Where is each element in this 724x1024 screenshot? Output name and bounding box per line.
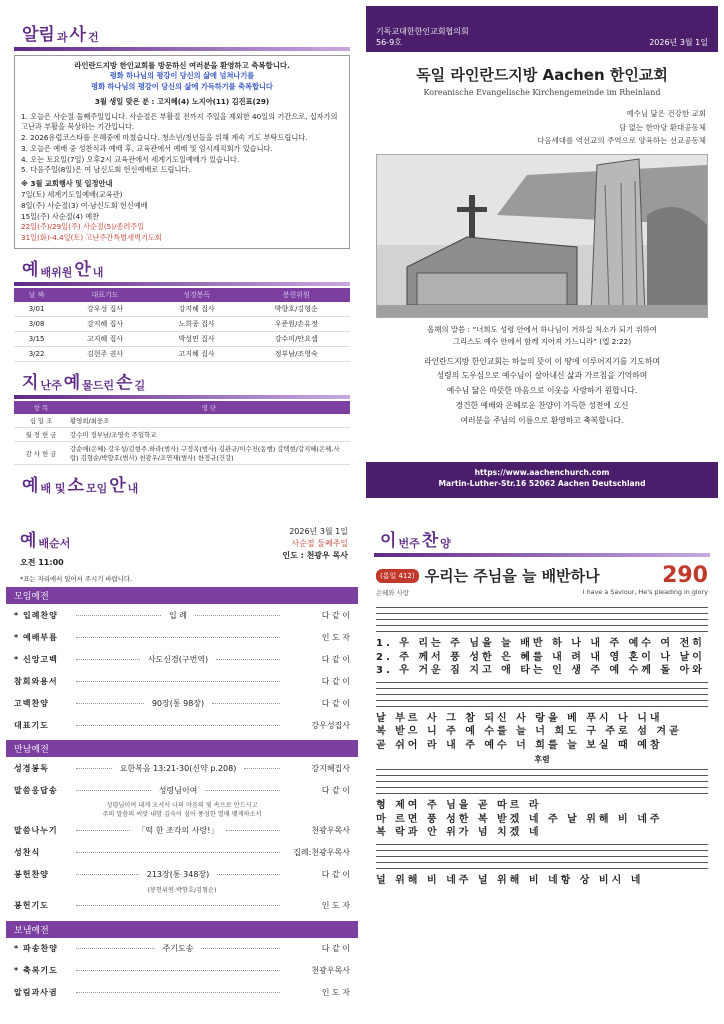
order-item-name: 고백찬양	[14, 698, 49, 708]
dot-leader	[76, 992, 280, 993]
dot-leader	[226, 830, 280, 831]
order-item-person: 강우성집사	[311, 720, 350, 730]
order-item	[6, 820, 358, 842]
blessing-line-2: 평화 하나님의 평강이 당신의 삶에 가득하기를 축복합니다	[91, 81, 273, 91]
order-item-name: 알림과사귐	[14, 988, 58, 998]
dot-leader	[212, 703, 280, 704]
offering-committee: (봉헌위원:박향호/김형순)	[147, 886, 217, 894]
heading-underline	[14, 47, 350, 51]
duty-heading: 예 배위원 안 내	[22, 260, 104, 281]
order-item	[6, 779, 358, 801]
dot-leader	[216, 659, 280, 660]
order-item-name: 대표기도	[14, 720, 49, 730]
church-motto: 예수님 닮은 건강한 교회 담 없는 한마당 환대공동체 다음세대를 역선교의 주역으로 양육하는 선교공동체	[537, 109, 706, 145]
dot-leader	[195, 615, 280, 616]
hymn-lyric-line: 복 받으 니 주 예 수를 늘 너 희도 구 주로 섬 겨곧	[376, 726, 682, 737]
schedule-title: ※ 3월 교회행사 및 일정안내	[21, 179, 113, 189]
table-row: 감 사 헌 금 강순애(은혜) 강우성/김현주.하라(범사) 구정옥(범사) 김관규/이수진(동행) 강택현/강지혜(은혜,사랑) 김형순/박향호(범사) 천광우/조연재(범사) 한정규(건강)	[14, 442, 350, 465]
order-item-name: * 입례찬양	[14, 610, 58, 620]
service-time: 오전 11:00	[20, 558, 64, 567]
order-item-person: 다 같 이	[321, 785, 351, 795]
order-item-name: * 파송찬양	[14, 944, 58, 954]
order-item-name: 참회와용서	[14, 676, 58, 686]
section-meeting: 만남예전	[6, 740, 358, 757]
dot-leader	[205, 790, 280, 791]
standing-note: *표는 자리에서 일어서 주시기 바랍니다.	[20, 575, 133, 583]
order-item-person: 강지혜집사	[311, 763, 350, 773]
table-row: 3/08 강지혜 집사 노희종 집사 우준원/손유정	[14, 317, 350, 332]
dot-leader	[76, 615, 161, 616]
order-item-person: 인 도 자	[321, 901, 350, 911]
news-item: 4. 오는 토요일(7일) 오후2시 교육관에서 세계기도일예배가 있습니다.	[21, 154, 240, 164]
news-item: 5. 다음주일(8일)은 여 남신도회 헌신예배로 드립니다.	[21, 165, 191, 175]
cover-header	[366, 6, 718, 52]
order-item-detail: 90장(통 98장)	[151, 698, 205, 708]
order-item	[6, 982, 358, 1004]
table-row: 십 일 조 황영희/최웅조	[14, 414, 350, 428]
dot-leader	[217, 874, 280, 875]
order-item	[6, 960, 358, 982]
music-staff	[376, 678, 708, 712]
order-item	[6, 895, 358, 917]
order-item-person: 천광우목사	[311, 966, 350, 976]
heading-underline	[14, 395, 350, 399]
order-item-name: 성찬식	[14, 848, 41, 858]
order-item-person: 인 도 자	[321, 988, 350, 998]
order-item-person: 인 도 자	[321, 632, 350, 642]
heading-underline	[14, 282, 350, 286]
order-item-person: 다 같 이	[321, 870, 351, 880]
order-item-person: 다 같 이	[321, 698, 350, 708]
order-item-person: 다 같 이	[321, 654, 350, 664]
website-link[interactable]: https://www.aachenchurch.com	[474, 468, 610, 477]
org-name: 기독교대한한인교회협의회	[376, 26, 469, 36]
hymn-tag: (롬일 412)	[376, 569, 419, 583]
order-item-person: 다 같 이	[321, 676, 350, 686]
dot-leader	[201, 948, 280, 949]
order-item-detail: 성령님이여	[158, 785, 198, 795]
dot-leader	[76, 637, 280, 638]
hymn-lyric-line: 복 락과 안 위가 넘 치겠 네	[376, 827, 542, 838]
order-item	[6, 648, 358, 670]
refrain-label: 후렴	[534, 755, 550, 764]
order-item-name: 봉헌찬양	[14, 870, 49, 880]
hymn-lyric-line: 형 제여 주 님을 곧 따르 라	[376, 800, 542, 811]
news-heading: 알림 과 사 건	[22, 25, 99, 45]
order-item-person: 다 같 이	[321, 944, 351, 954]
order-item-detail: 「떡 한 조각의 사랑!」	[137, 826, 219, 836]
order-item	[6, 938, 358, 960]
order-item-name: * 신앙고백	[14, 654, 58, 664]
order-panel	[6, 512, 358, 1018]
order-item	[6, 864, 358, 886]
order-item-detail: 요한복음 13:21-30(신약 p.208)	[119, 763, 237, 773]
order-item	[6, 692, 358, 714]
dot-leader	[76, 725, 280, 726]
dot-leader	[76, 681, 280, 682]
church-photo	[376, 154, 708, 318]
address: Martin-Luther-Str.16 52062 Aachen Deutschland	[438, 479, 646, 489]
year-verse: 올해의 말씀 : “너희도 성령 안에서 하나님이 거하실 처소가 되기 위하여 그리스도 예수 안에서 함께 지어져 가느니라” (엡 2:22)	[427, 324, 657, 347]
hymn-english: I have a Saviour, He's pleading in glory	[582, 588, 708, 596]
order-item	[6, 714, 358, 736]
order-item	[6, 670, 358, 692]
hymn-lyric-line: 1. 우 리는 주 님을 늘 배반 하 나 내 주 예수 여 전히	[376, 638, 705, 649]
hymn-heading: 이 번주 찬 양	[380, 531, 451, 551]
issue-number: 56-9호	[376, 37, 402, 47]
order-item-detail: 213장(통 348장)	[146, 870, 210, 880]
dot-leader	[76, 790, 151, 791]
music-staff	[376, 603, 708, 637]
offering-table: 항 목 명 단 십 일 조 황영희/최웅조 월 정 헌 금 강수미 정부남/조영숙 주일학교 감 사 헌 금 강순애(은혜) 강우성/김현주.하라(범사) 구정옥(범사) 김관규/이수진(동행) 강택현/강지혜(은혜,사랑) 김형순/박향호(범사) 천광우/조연재(범사) 한정규(건강)	[14, 401, 350, 465]
welcome-text: 라인란드지방 한인교회를 방문하신 여러분을 환영하고 축복합니다.	[74, 61, 290, 70]
church-subtitle: Koreanische Evangelische Kirchengemeinde im Rheinland	[423, 88, 661, 97]
schedule-item: 8일(주) 사순절(3) 여·남신도회 헌신예배	[21, 200, 148, 210]
hymn-lyric-line: 곧 쉬어 라 내 주 예수 너 희를 늘 보실 때 예참	[376, 739, 663, 751]
service-date: 2026년 3월 1일	[289, 527, 348, 536]
offering-heading: 지 난주 예 물드린 손 길	[22, 373, 146, 394]
dot-leader	[244, 768, 280, 769]
blessing-line-1: 평화 하나님의 평강이 당신의 삶에 넘쳐나기를	[109, 71, 255, 81]
order-item	[6, 757, 358, 779]
order-item	[6, 626, 358, 648]
order-item-name: 말씀나누기	[14, 826, 58, 836]
news-box	[14, 55, 350, 249]
cover-panel	[366, 6, 718, 498]
church-title: 독일 라인란드지방 Aachen 한인교회	[416, 66, 668, 84]
news-item: 1. 오늘은 사순절 둘째주일입니다. 사순절은 부활절 전까지 주일을 제외한 40일의 기간으로, 십자가의 고난과 부활을 묵상하는 기간입니다.	[21, 111, 338, 132]
dot-leader	[76, 852, 280, 853]
order-item-name: 말씀응답송	[14, 785, 58, 795]
dot-leader	[76, 905, 280, 906]
cover-date: 2026년 3월 1일	[649, 38, 708, 47]
dot-leader	[76, 874, 139, 875]
cover-footer	[366, 462, 718, 498]
table-row: 3/15 고지혜 집사 박성민 집사 강수미/안요셉	[14, 332, 350, 347]
news-item: 3. 오늘은 예배 중 성찬식과 예배 후, 교육관에서 예배 및 임시제직회가 있습니다.	[21, 143, 273, 153]
order-item-person: 집례:천광우목사	[293, 848, 350, 858]
news-item: 2. 2026유럽코스타를 은혜중에 마쳤습니다. 청소년/청년들을 위해 계속 기도 부탁드립니다.	[21, 133, 308, 143]
section-sending: 보냄예전	[6, 921, 358, 938]
hymn-lyric-line: 마 르면 풍 성한 복 받겠 네 주 날 위해 비 네주	[376, 813, 663, 825]
section-gathering: 모임예전	[6, 587, 358, 604]
order-heading: 예 배순서	[20, 531, 71, 551]
order-item-name: 봉헌기도	[14, 901, 49, 911]
service-leader: 인도 : 천광우 목사	[282, 551, 348, 560]
dot-leader	[76, 830, 130, 831]
order-item	[6, 604, 358, 626]
response-lyrics: 성령님이여 내게 오셔서 나의 마음의 빛 속으로 만드시고 주의 말씀의 씨앗 내맘 깊숙이 심어 풍성한 열매 맺게하소서	[102, 802, 262, 819]
order-item-person: 천광우목사	[311, 826, 350, 836]
announcements-panel	[6, 6, 358, 498]
hymn-lyric-line: 3. 우 거운 짐 지고 애 타는 인 생 주 예 수께 돌 아와	[376, 665, 705, 676]
schedule-item: 31일(화)-4.4일(토) 고난주간특별새벽기도회	[21, 233, 162, 243]
order-item-name: 성경봉독	[14, 763, 49, 773]
hymn-theme: 은혜와 사랑	[376, 589, 409, 597]
order-item	[6, 842, 358, 864]
music-staff	[376, 765, 708, 799]
birthday-line: 3월 생일 맞은 분 : 고지혜(4) 노지아(11) 김진표(29)	[94, 96, 270, 106]
table-row: 3/22 김현주 권사 고지혜 집사 정부남/조영숙	[14, 347, 350, 362]
hymn-lyric-line: 널 위해 비 네주 널 위해 비 네항 상 비시 네	[376, 874, 644, 886]
hymn-panel	[366, 512, 718, 1018]
order-item-detail: 사도신경(구번역)	[147, 654, 209, 664]
hymn-title: 우리는 주님을 늘 배반하나	[424, 567, 600, 585]
church-intro: 라인란드지방 한인교회는 하늘의 뜻이 이 땅에 이루어지기를 기도하며 성령의 도우심으로 예수님이 살아내신 삶과 가르침을 기억하며 예수님 닮은 따뜻한 마음으로 이웃을 사랑하기 원합니다. 경건한 예배와 은혜로운 찬양이 가득한 성전에 오신 여러분을 주님의 이름으로 환영하고 축복합니다.	[424, 356, 660, 425]
hymn-lyric-line: 날 부르 사 그 참 되신 사 랑을 베 푸시 나 니내	[376, 712, 663, 724]
dot-leader	[76, 768, 112, 769]
hymn-number: 290	[662, 563, 708, 588]
service-sunday: 사순절 둘째주일	[291, 539, 348, 548]
order-item-detail: 입 례	[169, 610, 187, 620]
schedule-item: 22일(주)/29일(주) 사순절(5)/종려주일	[21, 222, 145, 232]
dot-leader	[76, 970, 280, 971]
order-item-detail: 주기도송	[162, 944, 194, 954]
order-item-name: * 축복기도	[14, 966, 58, 976]
schedule-item: 15일(주) 사순절(4) 예찬	[21, 211, 100, 221]
duty-table: 날 짜 대표기도 성경봉독 봉헌위원 3/01 강우성 집사 강지혜 집사 박향호/김형순 3/08 강지혜 집사 노희종 집사 우준원/손유정 3/15 고지혜 집사 박성민 집사 강수미/안요셉 3/22 김현주 권사 고지혜 집사 정부남/조영숙	[14, 288, 350, 362]
schedule-item: 7일(토) 세계기도일예배(교육관)	[21, 190, 123, 200]
music-staff	[376, 840, 708, 874]
dot-leader	[76, 703, 144, 704]
order-item-name: * 예배부름	[14, 632, 58, 642]
order-item-person: 다 같 이	[321, 610, 350, 620]
hymn-lyric-line: 2. 주 께서 풍 성한 은 혜를 내 려 내 영 혼이 나 날이	[376, 651, 705, 663]
table-row: 3/01 강우성 집사 강지혜 집사 박향호/김형순	[14, 302, 350, 317]
dot-leader	[76, 948, 155, 949]
table-row: 월 정 헌 금 강수미 정부남/조영숙 주일학교	[14, 428, 350, 442]
dot-leader	[76, 659, 140, 660]
meetings-heading: 예 배 및 소 모임 안 내	[22, 476, 139, 497]
